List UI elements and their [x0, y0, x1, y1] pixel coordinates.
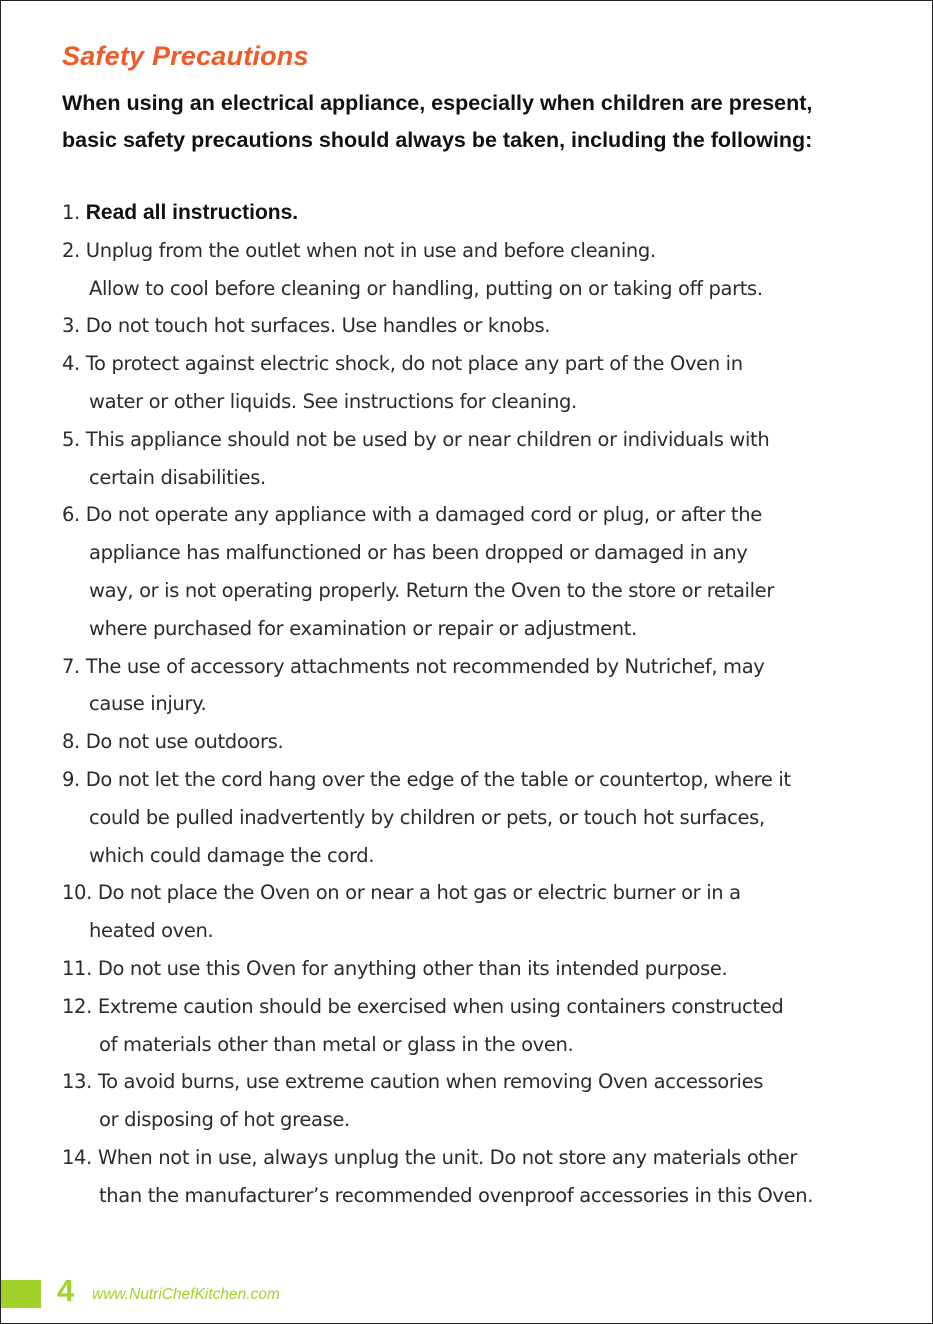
list-item-line — [62, 1026, 902, 1064]
page-title: Safety Precautions — [62, 41, 309, 71]
list-item — [62, 874, 902, 950]
list-item-number: 11. — [62, 956, 92, 980]
list-item-line — [62, 1063, 902, 1101]
list-item-number: 12. — [62, 994, 92, 1018]
list-item-line — [62, 534, 902, 572]
list-item — [62, 421, 902, 497]
list-item — [62, 1139, 902, 1215]
list-item-line — [62, 912, 902, 950]
list-item — [62, 648, 902, 724]
intro-line: basic safety precautions should always be taken, including the following: — [62, 128, 813, 152]
list-item-line — [62, 799, 902, 837]
list-item-number: 14. — [62, 1145, 92, 1169]
list-item-number: 10. — [62, 881, 92, 905]
precautions-list — [62, 194, 902, 1215]
list-item — [62, 345, 902, 421]
list-item-text: certain disabilities. — [89, 465, 266, 489]
list-item-line — [62, 459, 902, 497]
list-item-text: Do not use outdoors. — [85, 730, 284, 754]
list-item-text: To protect against electric shock, do not place any part of the Oven in — [85, 352, 743, 376]
list-item — [62, 1063, 902, 1139]
list-item-text: heated oven. — [89, 919, 214, 943]
list-item-line — [62, 648, 902, 686]
intro-line: When using an electrical appliance, especially when children are present, — [62, 91, 813, 115]
list-item-line — [62, 874, 902, 912]
list-item-line — [62, 723, 902, 761]
list-item-text: Do not operate any appliance with a damaged cord or plug, or after the — [85, 503, 762, 527]
list-item-line — [62, 232, 902, 270]
list-item-line — [62, 950, 902, 988]
list-item-text: Do not use this Oven for anything other than its intended purpose. — [97, 956, 728, 980]
list-item-line — [62, 1139, 902, 1177]
list-item-number: 7. — [62, 654, 80, 678]
list-item-number: 9. — [62, 767, 80, 791]
list-item-line — [62, 988, 902, 1026]
list-item-line — [62, 194, 902, 232]
list-item-line — [62, 496, 902, 534]
list-item-number: 3. — [62, 314, 80, 338]
list-item-line — [62, 685, 902, 723]
list-item-line — [62, 421, 902, 459]
list-item-number: 8. — [62, 730, 80, 754]
list-item-text: Do not let the cord hang over the edge of the table or countertop, where it — [85, 767, 791, 791]
list-item-line — [62, 383, 902, 421]
list-item-line — [62, 307, 902, 345]
list-item — [62, 307, 902, 345]
list-item-text: Read all instructions. — [85, 201, 299, 224]
list-item-line — [62, 610, 902, 648]
list-item-line — [62, 345, 902, 383]
list-item — [62, 761, 902, 874]
list-item — [62, 723, 902, 761]
list-item-line — [62, 1177, 902, 1215]
list-item-number: 2. — [62, 238, 80, 262]
website-link[interactable]: www.NutriChefKitchen.com — [92, 1286, 280, 1303]
intro-text — [62, 85, 902, 159]
list-item-text: Allow to cool before cleaning or handling, putting on or taking off parts. — [89, 276, 763, 300]
list-item-text: could be pulled inadvertently by children or pets, or touch hot surfaces, — [89, 805, 765, 829]
list-item — [62, 194, 902, 232]
list-item-text: way, or is not operating properly. Return the Oven to the store or retailer — [89, 578, 774, 602]
list-item-line — [62, 572, 902, 610]
list-item-text: This appliance should not be used by or near children or individuals with — [85, 427, 770, 451]
list-item-text: which could damage the cord. — [89, 843, 375, 867]
list-item-line — [62, 837, 902, 875]
list-item-number: 6. — [62, 503, 80, 527]
page-number: 4 — [57, 1273, 75, 1308]
list-item-line — [62, 270, 902, 308]
list-item-line — [62, 1101, 902, 1139]
list-item — [62, 988, 902, 1064]
list-item-text: Unplug from the outlet when not in use and before cleaning. — [85, 238, 656, 262]
list-item-number: 4. — [62, 352, 80, 376]
list-item-number: 13. — [62, 1070, 92, 1094]
list-item-text: cause injury. — [89, 692, 207, 716]
list-item — [62, 950, 902, 988]
list-item-text: Extreme caution should be exercised when using containers constructed — [97, 994, 784, 1018]
list-item-text: Do not touch hot surfaces. Use handles or knobs. — [85, 314, 551, 338]
list-item-text: appliance has malfunctioned or has been dropped or damaged in any — [89, 541, 748, 565]
list-item-text: than the manufacturer’s recommended ovenproof accessories in this Oven. — [99, 1183, 814, 1207]
footer-accent-bar — [1, 1280, 41, 1308]
list-item-text: To avoid burns, use extreme caution when removing Oven accessories — [97, 1070, 764, 1094]
list-item-number: 5. — [62, 427, 80, 451]
list-item — [62, 232, 902, 308]
list-item-text: Do not place the Oven on or near a hot gas or electric burner or in a — [97, 881, 741, 905]
list-item — [62, 496, 902, 647]
list-item-line — [62, 761, 902, 799]
list-item-text: water or other liquids. See instructions for cleaning. — [89, 389, 577, 413]
list-item-text: or disposing of hot grease. — [99, 1108, 350, 1132]
list-item-text: The use of accessory attachments not recommended by Nutrichef, may — [85, 654, 765, 678]
list-item-text: where purchased for examination or repair or adjustment. — [89, 616, 637, 640]
list-item-text: of materials other than metal or glass in the oven. — [99, 1032, 574, 1056]
list-item-number: 1. — [62, 201, 80, 224]
list-item-text: When not in use, always unplug the unit. Do not store any materials other — [97, 1145, 798, 1169]
